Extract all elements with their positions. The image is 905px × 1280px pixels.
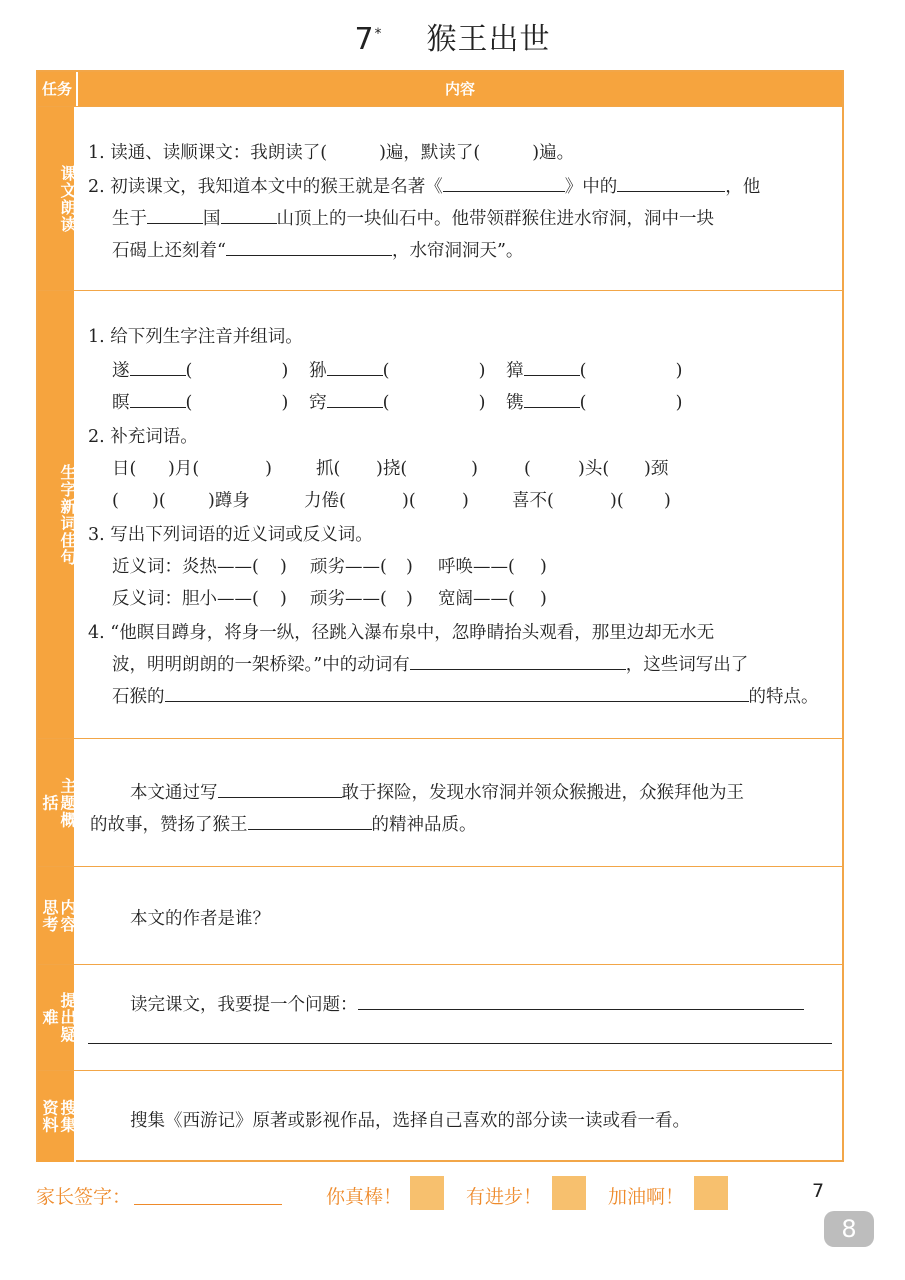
section-label: 生字新词佳句 [38,291,76,738]
parent-sign-line[interactable] [134,1204,282,1205]
lesson-name: 猴王出世 [426,22,551,57]
answer-blank[interactable] [410,651,626,670]
answer-blank[interactable] [358,991,804,1010]
praise-great: 你真棒！ [326,1186,403,1208]
research-task: 搜集《西游记》原著或影视作品，选择自己喜欢的部分读一读或看一看。 [130,1111,690,1131]
praise-progress: 有进步！ [466,1186,543,1208]
answer-blank[interactable] [147,205,203,224]
answer-blank[interactable] [130,357,186,376]
verb-question: 4. “他瞑目蹲身，将身一纵，径跳入瀑布泉中，忽睁睛抬头观看，那里边却无水无 [88,623,715,643]
reading-count-question: 1. 读通、读顺课文：我朗读了( )遍，默读了( )遍。 [88,143,575,163]
answer-line[interactable] [88,1043,832,1044]
ask-question-line: 读完课文，我要提一个问题： [130,991,804,1016]
author-question: 本文的作者是谁？ [130,909,270,929]
answer-blank[interactable] [226,237,392,256]
section-research [38,1070,842,1162]
answer-blank[interactable] [221,205,277,224]
answer-blank[interactable] [524,389,580,408]
section-label: 课文朗读 [38,107,76,290]
answer-blank[interactable] [443,173,565,192]
section-label: 主题概括 [38,739,76,866]
lesson-number: 7* [354,22,383,57]
theme-line2: 的故事，赞扬了猴王 的精神品质。 [90,811,477,836]
inscription-line: 石碣上还刻着“ ，水帘洞洞天”。 [112,237,523,262]
synonym-row: 近义词：炎热——( ) 顽劣——( ) 呼唤——( ) [112,557,547,577]
verb-question-line3: 石猴的 的特点。 [112,683,819,708]
praise-keep-going: 加油啊！ [608,1186,685,1208]
praise-progress-box[interactable] [552,1176,586,1210]
section-label: 提出疑难 [38,965,76,1070]
answer-blank[interactable] [327,389,383,408]
supplement-question: 2. 补充词语。 [88,427,198,447]
section-theme [38,738,842,866]
page-number: 7 [812,1180,825,1202]
praise-great-box[interactable] [410,1176,444,1210]
section-label: 搜集资料 [38,1071,76,1162]
answer-blank[interactable] [524,357,580,376]
section-vocabulary [38,290,842,738]
book-question: 2. 初读课文，我知道本文中的猴王就是名著《 》中的 ，他 [88,173,760,198]
table-header [38,72,842,106]
page-badge: 8 [824,1211,874,1247]
parent-footer [0,1176,905,1216]
antonym-row: 反义词：胆小——( ) 顽劣——( ) 宽阔——( ) [112,589,547,609]
praise-keep-going-box[interactable] [694,1176,728,1210]
section-reading [38,106,842,290]
section-thinking [38,866,842,964]
section-label: 内容思考 [38,867,76,964]
pinyin-question: 1. 给下列生字注音并组词。 [88,327,303,347]
char-row: 遂 ( ) 狲 ( ) 獐 ( ) [112,357,682,382]
section-questions [38,964,842,1070]
answer-blank[interactable] [218,779,342,798]
answer-blank[interactable] [617,173,725,192]
header-task: 任务 [41,80,72,98]
verb-question-line2: 波，明明朗朗的一架桥梁。”中的动词有 ，这些词写出了 [112,651,748,676]
theme-line1: 本文通过写 敢于探险，发现水帘洞并领众猴搬进，众猴拜他为王 [130,779,744,804]
answer-blank[interactable] [327,357,383,376]
idiom-row: ( )( )蹲身 力倦( )( ) 喜不( )( ) [112,491,671,511]
answer-blank[interactable] [248,811,372,830]
idiom-row: 日( )月( ) 抓( )挠( ) ( )头( )颈 [112,459,669,479]
header-content: 内容 [444,80,475,98]
synonym-question: 3. 写出下列词语的近义词或反义词。 [88,525,373,545]
answer-blank[interactable] [165,683,749,702]
char-row: 瞑 ( ) 窍 ( ) 镌 ( ) [112,389,682,414]
lesson-title [0,14,905,58]
birthplace-line: 生于 国 山顶上的一块仙石中。他带领群猴住进水帘洞，洞中一块 [112,205,714,230]
parent-sign-label: 家长签字： [36,1186,132,1208]
answer-blank[interactable] [130,389,186,408]
worksheet-table [36,70,844,1162]
